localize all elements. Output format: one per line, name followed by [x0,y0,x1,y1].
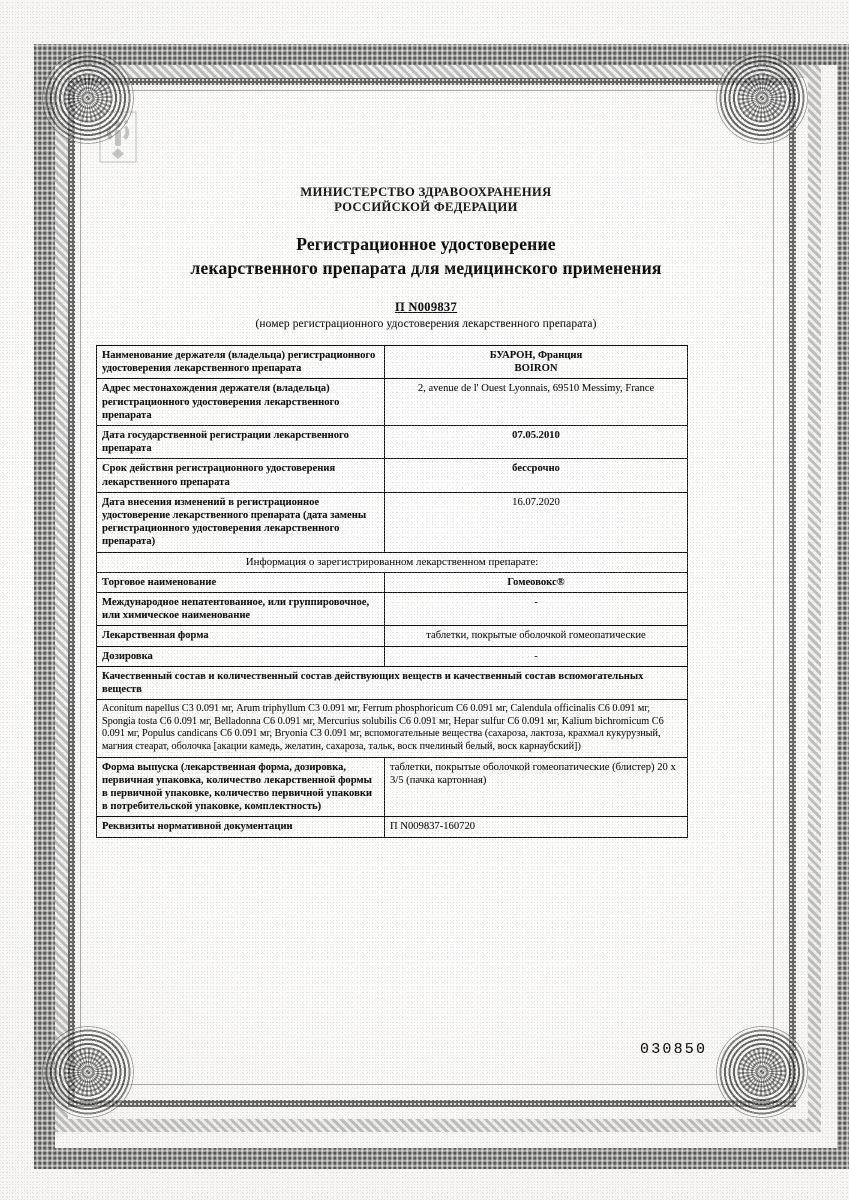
serial-number: 030850 [640,1041,708,1058]
row-label: Форма выпуска (лекарственная форма, дозировка, первичная упаковка, количество лекарственной формы в первичной упаковке, количество первичной упаковки в потребительской упаковке, комплектность) [97,757,385,817]
table-row [97,492,688,552]
table-row [97,346,688,379]
row-label: Торговое наименование [97,572,385,592]
row-value: 07.05.2010 [385,426,688,459]
row-value: Гомеовокс® [385,572,688,592]
row-value: БУАРОН, Франция BOIRON [385,346,688,379]
composition-header: Качественный состав и количественный состав действующих веществ и качественный состав вспомогательных веществ [97,666,688,699]
ministry-heading [96,185,756,215]
table-row [97,379,688,426]
page-title [96,232,756,280]
ministry-line-1: МИНИСТЕРСТВО ЗДРАВООХРАНЕНИЯ [300,185,552,199]
row-value: таблетки, покрытые оболочкой гомеопатические [385,626,688,646]
row-label: Лекарственная форма [97,626,385,646]
table-row [97,646,688,666]
row-value: - [385,593,688,626]
corner-medallion-bottom-right [716,1026,808,1118]
row-value: - [385,646,688,666]
row-value: П N009837-160720 [385,817,688,837]
registration-number-caption: (номер регистрационного удостоверения лекарственного препарата) [255,318,597,330]
table-row [97,593,688,626]
row-value: таблетки, покрытые оболочкой гомеопатические (блистер) 20 х 3/5 (пачка картонная) [385,757,688,817]
table-row-composition [97,700,688,757]
row-value: 16.07.2020 [385,492,688,552]
title-line-2: лекарственного препарата для медицинского применения [190,258,662,278]
row-label: Дата внесения изменений в регистрационное удостоверение лекарственного препарата (дата замены регистрационного удостоверения лекарственного препарата) [97,492,385,552]
row-label: Дата государственной регистрации лекарственного препарата [97,426,385,459]
table-row [97,572,688,592]
row-value: 2, avenue de l' Ouest Lyonnais, 69510 Messimy, France [385,379,688,426]
row-label: Наименование держателя (владельца) регистрационного удостоверения лекарственного препарата [97,346,385,379]
title-line-1: Регистрационное удостоверение [296,234,556,254]
row-value: бессрочно [385,459,688,492]
corner-medallion-bottom-left [42,1026,134,1118]
table-row [97,817,688,837]
table-row [97,626,688,646]
section-header: Информация о зарегистрированном лекарственном препарате: [97,552,688,572]
table-row [97,426,688,459]
ministry-line-2: РОССИЙСКОЙ ФЕДЕРАЦИИ [334,200,518,214]
table-row [97,459,688,492]
composition-text: Aconitum napellus C3 0.091 мг, Arum triphyllum C3 0.091 мг, Ferrum phosphoricum C6 0.091 мг, Calendula officinalis C6 0.091 мг, Spongia tosta C6 0.091 мг, Belladonna C6 0.091 мг, Mercurius solubilis C6 0.091 мг, Hepar sulfur C6 0.091 мг, Kalium bichromicum C6 0.091 мг, Populus candicans C6 0.091 мг, Bryonia C3 0.091 мг, вспомогательные вещества (сахароза, лактоза, крахмал кукурузный, магния стеарат, оболочка [акации камедь, желатин, сахароза, тальк, воск пчелиный белый, воск карнаубский]) [97,700,688,757]
row-label: Дозировка [97,646,385,666]
row-label: Реквизиты нормативной документации [97,817,385,837]
table-body [97,346,688,838]
row-label: Адрес местонахождения держателя (владельца) регистрационного удостоверения лекарственного препарата [97,379,385,426]
row-label: Международное непатентованное, или группировочное, или химическое наименование [97,593,385,626]
registration-table [96,345,688,838]
table-row [97,757,688,817]
table-section-row [97,552,688,572]
registration-number: П N009837 [394,300,458,314]
coat-of-arms-icon [96,110,140,166]
document-content [96,104,756,838]
table-row-composition-header [97,666,688,699]
row-label: Срок действия регистрационного удостоверения лекарственного препарата [97,459,385,492]
